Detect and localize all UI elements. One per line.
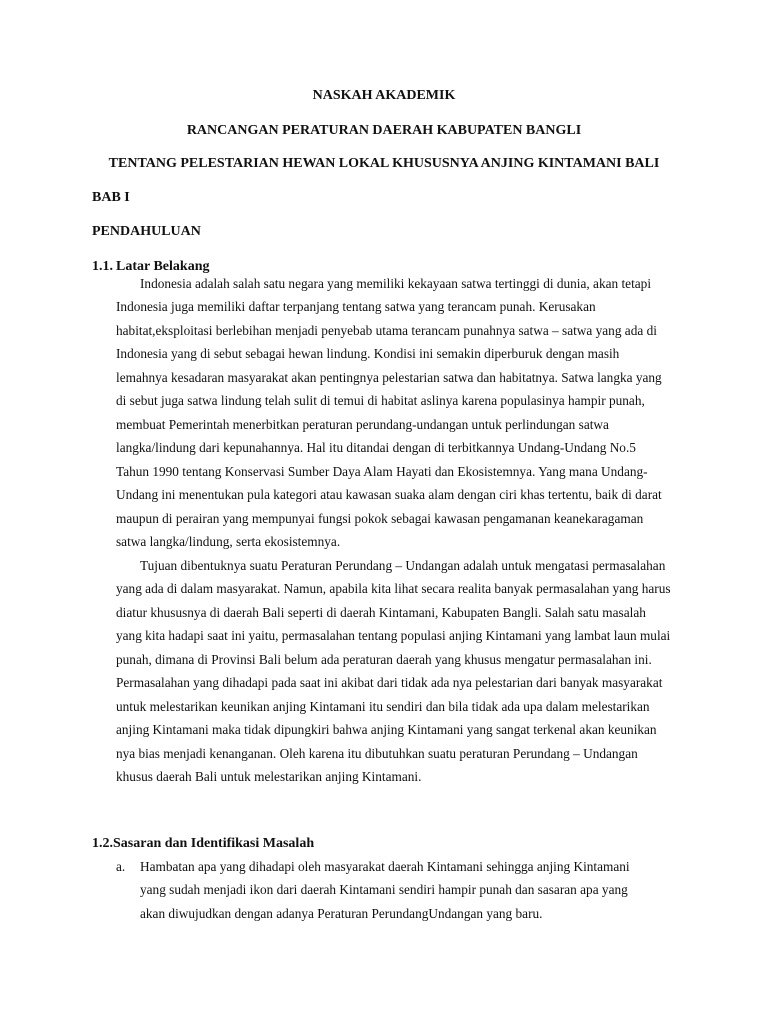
list-item-a-line-3: akan diwujudkan dengan adanya Peraturan PerundangUndangan yang baru.	[140, 906, 543, 921]
section-2-heading: 1.2.Sasaran dan Identifikasi Masalah	[92, 836, 315, 851]
chapter-title: PENDAHULUAN	[92, 224, 201, 239]
paragraph-background-1-text: Indonesia adalah salah satu negara yang memiliki kekayaan satwa tertinggi di dunia, akan tetapi Indonesia juga memiliki daftar terpanjang tentang satwa yang terancam punah. Kerusakan habitat,eksploitasi berlebihan menjadi penyebab utama terancam punahnya satwa – satwa yang ada di Indonesia yang di sebut sebagai hewan lindung. Kondisi ini semakin diperburuk dengan masih lemahnya kesadaran masyarakat akan pentingnya pelestarian satwa dan habitatnya. Satwa langka yang di sebut juga satwa lindung telah sulit di temui di habitat aslinya karena populasinya hampir punah, membuat Pemerintah menerbitkan peraturan perundang-undangan untuk perlindungan satwa langka/lindung dari kepunahannya. Hal itu ditandai dengan di terbitkannya Undang-Undang No.5 Tahun 1990 tentang Konservasi Sumber Daya Alam Hayati dan Ekosistemnya. Yang mana Undang-Undang ini menentukan pula kategori atau kawasan suaka alam dengan ciri khas tertentu, baik di darat maupun di perairan yang mempunyai fungsi pokok sebagai kawasan pengamanan keanekaragaman satwa langka/lindung, serta ekosistemnya.	[116, 276, 662, 549]
document-subtitle-topic: TENTANG PELESTARIAN HEWAN LOKAL KHUSUSNYA ANJING KINTAMANI BALI	[108, 156, 660, 171]
list-item-a-line-1: Hambatan apa yang dihadapi oleh masyarakat daerah Kintamani sehingga anjing Kintamani	[140, 859, 630, 874]
chapter-number: BAB I	[92, 190, 130, 205]
section-heading: Latar Belakang	[116, 259, 210, 274]
list-item-a-line-2: yang sudah menjadi ikon dari daerah Kintamani sendiri hampir punah dan sasaran apa yang	[140, 882, 628, 897]
paragraph-background-2	[116, 554, 672, 789]
section-number: 1.1.	[92, 259, 113, 274]
paragraph-background-2-text: Tujuan dibentuknya suatu Peraturan Perundang – Undangan adalah untuk mengatasi permasalahan yang ada di dalam masyarakat. Namun, apabila kita lihat secara realita banyak permasalahan yang harus diatur khususnya di daerah Bali seperti di daerah Kintamani, Kabupaten Bangli. Salah satu masalah yang kita hadapi saat ini yaitu, permasalahan tentang populasi anjing Kintamani yang lambat laun mulai punah, dimana di Provinsi Bali belum ada peraturan daerah yang khusus mengatur permasalahan ini. Permasalahan yang dihadapi pada saat ini akibat dari tidak ada nya pelestarian dari banyak masyarakat untuk melestarikan keunikan anjing Kintamani itu sendiri dan bila tidak ada upa dalam melestarikan anjing Kintamani maka tidak dipungkiri bahwa anjing Kintamani yang sangat terkenal akan keunikan nya bias menjadi kenanganan. Oleh karena itu dibutuhkan suatu peraturan Perundang – Undangan khusus daerah Bali untuk melestarikan anjing Kintamani.	[116, 558, 671, 785]
paragraph-background-1	[116, 272, 672, 553]
list-marker-a: a.	[116, 859, 126, 874]
document-title: NASKAH AKADEMIK	[312, 88, 456, 103]
document-subtitle-regulation: RANCANGAN PERATURAN DAERAH KABUPATEN BANGLI	[186, 123, 582, 138]
